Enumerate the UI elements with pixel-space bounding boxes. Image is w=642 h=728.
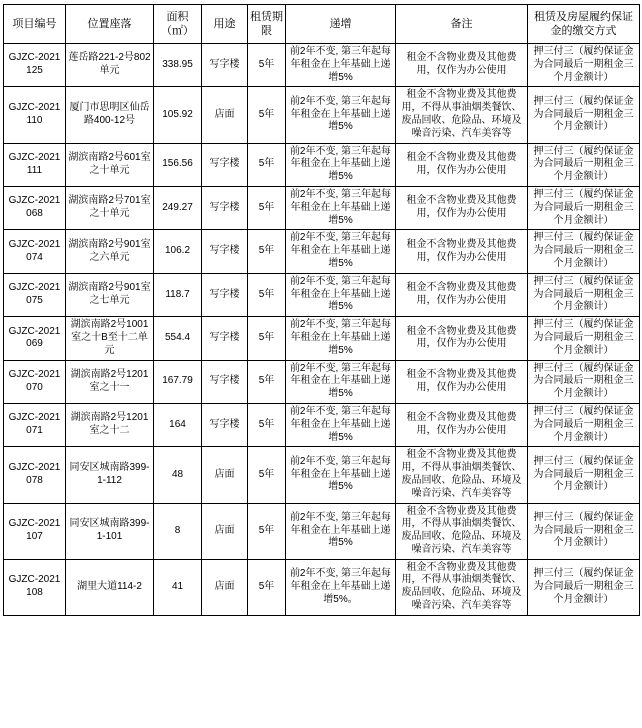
- cell-area: 118.7: [154, 273, 202, 316]
- cell-project-code: GJZC-2021 075: [4, 273, 66, 316]
- cell-use: 写字楼: [202, 403, 248, 446]
- cell-use: 写字楼: [202, 230, 248, 273]
- cell-increase: 前2年不变, 第三年起每年租金在上年基础上递增5%: [286, 230, 396, 273]
- cell-location: 湖里大道114-2: [66, 559, 154, 615]
- cell-remark: 租金不含物业费及其他费用，仅作为办公使用: [396, 186, 528, 229]
- column-header-deposit: 租赁及房屋履约保证金的缴交方式: [528, 5, 640, 44]
- table-row: [4, 87, 640, 143]
- cell-term: 5年: [248, 403, 286, 446]
- cell-area: 105.92: [154, 87, 202, 143]
- table-row: [4, 186, 640, 229]
- column-header-use: 用途: [202, 5, 248, 44]
- cell-deposit: 押三付三（履约保证金为合同最后一期租金三个月金额计）: [528, 559, 640, 615]
- cell-deposit: 押三付三（履约保证金为合同最后一期租金三个月金额计）: [528, 403, 640, 446]
- cell-area: 167.79: [154, 360, 202, 403]
- cell-project-code: GJZC-2021 111: [4, 143, 66, 186]
- cell-term: 5年: [248, 559, 286, 615]
- cell-remark: 租金不含物业费及其他费用，仅作为办公使用: [396, 230, 528, 273]
- table-row: [4, 403, 640, 446]
- cell-use: 店面: [202, 447, 248, 503]
- cell-use: 写字楼: [202, 360, 248, 403]
- table-row: [4, 230, 640, 273]
- cell-deposit: 押三付三（履约保证金为合同最后一期租金三个月金额计）: [528, 447, 640, 503]
- cell-deposit: 押三付三（履约保证金为合同最后一期租金三个月金额计）: [528, 503, 640, 559]
- cell-use: 店面: [202, 503, 248, 559]
- column-header-area: [154, 5, 202, 44]
- column-header-location: 位置座落: [66, 5, 154, 44]
- cell-use: 店面: [202, 559, 248, 615]
- column-header-area-main: 面积: [166, 10, 189, 23]
- cell-term: 5年: [248, 87, 286, 143]
- cell-term: 5年: [248, 503, 286, 559]
- cell-project-code: GJZC-2021 110: [4, 87, 66, 143]
- column-header-remark: 备注: [396, 5, 528, 44]
- cell-remark: 租金不含物业费及其他费用，不得从事油烟类餐饮、废品回收、危险品、环境及噪音污染、汽车美容等: [396, 447, 528, 503]
- cell-deposit: 押三付三（履约保证金为合同最后一期租金三个月金额计）: [528, 87, 640, 143]
- column-header-code: 项目编号: [4, 5, 66, 44]
- table-row: [4, 317, 640, 360]
- column-header-term: 租赁期限: [248, 5, 286, 44]
- cell-project-code: GJZC-2021 068: [4, 186, 66, 229]
- cell-deposit: 押三付三（履约保证金为合同最后一期租金三个月金额计）: [528, 317, 640, 360]
- cell-location: 湖滨南路2号1201室之十一: [66, 360, 154, 403]
- cell-term: 5年: [248, 186, 286, 229]
- cell-use: 写字楼: [202, 273, 248, 316]
- cell-use: 店面: [202, 87, 248, 143]
- cell-term: 5年: [248, 44, 286, 87]
- cell-remark: 租金不含物业费及其他费用，不得从事油烟类餐饮、废品回收、危险品、环境及噪音污染、汽车美容等: [396, 87, 528, 143]
- cell-increase: 前2年不变, 第三年起每年租金在上年基础上递增5%: [286, 503, 396, 559]
- cell-increase: 前2年不变, 第三年起每年租金在上年基础上递增5%: [286, 87, 396, 143]
- cell-deposit: 押三付三（履约保证金为合同最后一期租金三个月金额计）: [528, 44, 640, 87]
- cell-term: 5年: [248, 143, 286, 186]
- cell-project-code: GJZC-2021 069: [4, 317, 66, 360]
- cell-increase: 前2年不变, 第三年起每年租金在上年基础上递增5%: [286, 447, 396, 503]
- table-header-row: [4, 5, 640, 44]
- cell-remark: 租金不含物业费及其他费用，仅作为办公使用: [396, 143, 528, 186]
- cell-term: 5年: [248, 360, 286, 403]
- cell-project-code: GJZC-2021 125: [4, 44, 66, 87]
- table-row: [4, 44, 640, 87]
- cell-area: 164: [154, 403, 202, 446]
- cell-increase: 前2年不变, 第三年起每年租金在上年基础上递增5%: [286, 44, 396, 87]
- cell-remark: 租金不含物业费及其他费用，仅作为办公使用: [396, 360, 528, 403]
- cell-term: 5年: [248, 317, 286, 360]
- cell-location: 同安区城南路399-1-101: [66, 503, 154, 559]
- cell-location: 湖滨南路2号701室之十单元: [66, 186, 154, 229]
- cell-use: 写字楼: [202, 186, 248, 229]
- cell-area: 338.95: [154, 44, 202, 87]
- cell-location: 莲岳路221-2号802单元: [66, 44, 154, 87]
- cell-term: 5年: [248, 273, 286, 316]
- cell-project-code: GJZC-2021 107: [4, 503, 66, 559]
- table-body: [4, 44, 640, 616]
- cell-project-code: GJZC-2021 071: [4, 403, 66, 446]
- table-row: [4, 447, 640, 503]
- cell-project-code: GJZC-2021 108: [4, 559, 66, 615]
- cell-remark: 租金不含物业费及其他费用，仅作为办公使用: [396, 273, 528, 316]
- cell-area: 41: [154, 559, 202, 615]
- cell-project-code: GJZC-2021 070: [4, 360, 66, 403]
- table-row: [4, 503, 640, 559]
- table-row: [4, 273, 640, 316]
- cell-use: 写字楼: [202, 44, 248, 87]
- cell-remark: 租金不含物业费及其他费用，不得从事油烟类餐饮、废品回收、危险品、环境及噪音污染、汽车美容等: [396, 503, 528, 559]
- cell-area: 554.4: [154, 317, 202, 360]
- cell-area: 156.56: [154, 143, 202, 186]
- cell-term: 5年: [248, 230, 286, 273]
- cell-deposit: 押三付三（履约保证金为合同最后一期租金三个月金额计）: [528, 273, 640, 316]
- cell-increase: 前2年不变, 第三年起每年租金在上年基础上递增5%: [286, 317, 396, 360]
- cell-area: 48: [154, 447, 202, 503]
- cell-deposit: 押三付三（履约保证金为合同最后一期租金三个月金额计）: [528, 186, 640, 229]
- cell-location: 湖滨南路2号601室之十单元: [66, 143, 154, 186]
- cell-remark: 租金不含物业费及其他费用，不得从事油烟类餐饮、废品回收、危险品、环境及噪音污染、汽车美容等: [396, 559, 528, 615]
- cell-use: 写字楼: [202, 143, 248, 186]
- table-row: [4, 559, 640, 615]
- cell-area: 106.2: [154, 230, 202, 273]
- cell-increase: 前2年不变, 第三年起每年租金在上年基础上递增5%: [286, 360, 396, 403]
- cell-term: 5年: [248, 447, 286, 503]
- cell-increase: 前2年不变, 第三年起每年租金在上年基础上递增5%。: [286, 559, 396, 615]
- cell-location: 湖滨南路2号901室之七单元: [66, 273, 154, 316]
- cell-remark: 租金不含物业费及其他费用，仅作为办公使用: [396, 317, 528, 360]
- cell-increase: 前2年不变, 第三年起每年租金在上年基础上递增5%: [286, 143, 396, 186]
- table-row: [4, 360, 640, 403]
- cell-deposit: 押三付三（履约保证金为合同最后一期租金三个月金额计）: [528, 230, 640, 273]
- cell-location: 厦门市思明区仙岳路400-12号: [66, 87, 154, 143]
- cell-project-code: GJZC-2021 074: [4, 230, 66, 273]
- cell-remark: 租金不含物业费及其他费用，仅作为办公使用: [396, 44, 528, 87]
- cell-location: 湖滨南路2号1001室之十B至十二单元: [66, 317, 154, 360]
- cell-location: 湖滨南路2号901室之六单元: [66, 230, 154, 273]
- column-header-increase: 递增: [286, 5, 396, 44]
- cell-location: 同安区城南路399-1-112: [66, 447, 154, 503]
- cell-use: 写字楼: [202, 317, 248, 360]
- cell-project-code: GJZC-2021 078: [4, 447, 66, 503]
- table-row: [4, 143, 640, 186]
- cell-deposit: 押三付三（履约保证金为合同最后一期租金三个月金额计）: [528, 143, 640, 186]
- column-header-area-unit: （㎡）: [161, 25, 194, 37]
- cell-location: 湖滨南路2号1201室之十二: [66, 403, 154, 446]
- lease-listing-table: [3, 4, 640, 616]
- cell-area: 249.27: [154, 186, 202, 229]
- cell-increase: 前2年不变, 第三年起每年租金在上年基础上递增5%: [286, 403, 396, 446]
- table-header: [4, 5, 640, 44]
- cell-deposit: 押三付三（履约保证金为合同最后一期租金三个月金额计）: [528, 360, 640, 403]
- cell-area: 8: [154, 503, 202, 559]
- cell-remark: 租金不含物业费及其他费用，仅作为办公使用: [396, 403, 528, 446]
- cell-increase: 前2年不变, 第三年起每年租金在上年基础上递增5%: [286, 273, 396, 316]
- cell-increase: 前2年不变, 第三年起每年租金在上年基础上递增5%: [286, 186, 396, 229]
